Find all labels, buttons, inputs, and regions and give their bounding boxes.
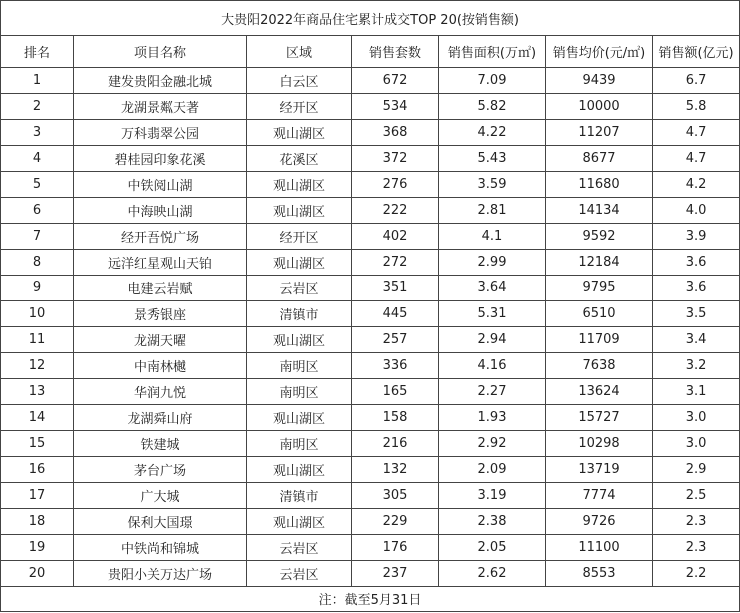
cell-project-name: 龙湖景粼天著 bbox=[74, 93, 247, 119]
cell-rank: 12 bbox=[1, 353, 74, 379]
cell-units-sold: 272 bbox=[352, 249, 439, 275]
header-row bbox=[1, 36, 740, 68]
cell-units-sold: 229 bbox=[352, 508, 439, 534]
cell-units-sold: 402 bbox=[352, 223, 439, 249]
cell-area-sold: 5.31 bbox=[439, 301, 546, 327]
cell-project-name: 龙湖天曜 bbox=[74, 327, 247, 353]
table-row bbox=[1, 223, 740, 249]
cell-area-sold: 2.99 bbox=[439, 249, 546, 275]
cell-area-sold: 1.93 bbox=[439, 405, 546, 431]
cell-avg-price: 11100 bbox=[546, 534, 653, 560]
table-row bbox=[1, 379, 740, 405]
table-row bbox=[1, 405, 740, 431]
cell-sales-amount: 3.5 bbox=[653, 301, 740, 327]
table-title: 大贵阳2022年商品住宅累计成交TOP 20(按销售额) bbox=[1, 1, 740, 36]
cell-avg-price: 11207 bbox=[546, 119, 653, 145]
cell-project-name: 远洋红星观山天铂 bbox=[74, 249, 247, 275]
table-row bbox=[1, 483, 740, 509]
cell-district: 白云区 bbox=[247, 68, 352, 94]
cell-avg-price: 9726 bbox=[546, 508, 653, 534]
cell-sales-amount: 2.2 bbox=[653, 560, 740, 586]
cell-project-name: 华润九悦 bbox=[74, 379, 247, 405]
cell-district: 观山湖区 bbox=[247, 119, 352, 145]
cell-area-sold: 2.62 bbox=[439, 560, 546, 586]
cell-district: 花溪区 bbox=[247, 145, 352, 171]
cell-district: 观山湖区 bbox=[247, 457, 352, 483]
cell-avg-price: 7774 bbox=[546, 483, 653, 509]
table-row bbox=[1, 560, 740, 586]
cell-project-name: 建发贵阳金融北城 bbox=[74, 68, 247, 94]
cell-sales-amount: 2.3 bbox=[653, 534, 740, 560]
table-row bbox=[1, 197, 740, 223]
cell-area-sold: 3.64 bbox=[439, 275, 546, 301]
cell-avg-price: 10000 bbox=[546, 93, 653, 119]
cell-rank: 15 bbox=[1, 431, 74, 457]
cell-avg-price: 11680 bbox=[546, 171, 653, 197]
cell-district: 观山湖区 bbox=[247, 197, 352, 223]
cell-area-sold: 5.82 bbox=[439, 93, 546, 119]
cell-sales-amount: 4.0 bbox=[653, 197, 740, 223]
cell-project-name: 茅台广场 bbox=[74, 457, 247, 483]
cell-area-sold: 7.09 bbox=[439, 68, 546, 94]
table-row bbox=[1, 145, 740, 171]
cell-rank: 19 bbox=[1, 534, 74, 560]
cell-area-sold: 2.09 bbox=[439, 457, 546, 483]
cell-rank: 13 bbox=[1, 379, 74, 405]
cell-project-name: 贵阳小关万达广场 bbox=[74, 560, 247, 586]
cell-units-sold: 445 bbox=[352, 301, 439, 327]
header-avg-price: 销售均价(元/㎡) bbox=[546, 36, 653, 68]
cell-rank: 4 bbox=[1, 145, 74, 171]
cell-units-sold: 672 bbox=[352, 68, 439, 94]
cell-avg-price: 10298 bbox=[546, 431, 653, 457]
cell-district: 观山湖区 bbox=[247, 508, 352, 534]
table-row bbox=[1, 457, 740, 483]
table-row bbox=[1, 171, 740, 197]
table-row bbox=[1, 353, 740, 379]
table-row bbox=[1, 431, 740, 457]
cell-district: 观山湖区 bbox=[247, 327, 352, 353]
cell-sales-amount: 3.9 bbox=[653, 223, 740, 249]
cell-rank: 16 bbox=[1, 457, 74, 483]
table-row bbox=[1, 249, 740, 275]
cell-avg-price: 14134 bbox=[546, 197, 653, 223]
cell-sales-amount: 2.3 bbox=[653, 508, 740, 534]
cell-rank: 7 bbox=[1, 223, 74, 249]
table-row bbox=[1, 93, 740, 119]
cell-rank: 14 bbox=[1, 405, 74, 431]
table-row bbox=[1, 301, 740, 327]
cell-district: 观山湖区 bbox=[247, 249, 352, 275]
table-row bbox=[1, 534, 740, 560]
cell-rank: 6 bbox=[1, 197, 74, 223]
cell-district: 经开区 bbox=[247, 223, 352, 249]
cell-rank: 9 bbox=[1, 275, 74, 301]
header-units-sold: 销售套数 bbox=[352, 36, 439, 68]
cell-sales-amount: 3.4 bbox=[653, 327, 740, 353]
cell-avg-price: 9795 bbox=[546, 275, 653, 301]
cell-area-sold: 3.59 bbox=[439, 171, 546, 197]
cell-rank: 1 bbox=[1, 68, 74, 94]
cell-district: 南明区 bbox=[247, 431, 352, 457]
header-sales-amount: 销售额(亿元) bbox=[653, 36, 740, 68]
cell-sales-amount: 4.7 bbox=[653, 145, 740, 171]
cell-avg-price: 9592 bbox=[546, 223, 653, 249]
cell-area-sold: 4.1 bbox=[439, 223, 546, 249]
cell-units-sold: 132 bbox=[352, 457, 439, 483]
table-row bbox=[1, 68, 740, 94]
cell-sales-amount: 3.0 bbox=[653, 405, 740, 431]
cell-units-sold: 257 bbox=[352, 327, 439, 353]
cell-project-name: 碧桂园印象花溪 bbox=[74, 145, 247, 171]
cell-project-name: 龙湖舜山府 bbox=[74, 405, 247, 431]
cell-area-sold: 4.16 bbox=[439, 353, 546, 379]
cell-units-sold: 176 bbox=[352, 534, 439, 560]
cell-rank: 17 bbox=[1, 483, 74, 509]
cell-district: 经开区 bbox=[247, 93, 352, 119]
cell-district: 云岩区 bbox=[247, 560, 352, 586]
cell-units-sold: 534 bbox=[352, 93, 439, 119]
cell-avg-price: 11709 bbox=[546, 327, 653, 353]
cell-rank: 8 bbox=[1, 249, 74, 275]
cell-project-name: 中南林樾 bbox=[74, 353, 247, 379]
cell-avg-price: 7638 bbox=[546, 353, 653, 379]
cell-avg-price: 15727 bbox=[546, 405, 653, 431]
cell-project-name: 电建云岩赋 bbox=[74, 275, 247, 301]
cell-sales-amount: 3.6 bbox=[653, 249, 740, 275]
cell-area-sold: 2.94 bbox=[439, 327, 546, 353]
cell-rank: 11 bbox=[1, 327, 74, 353]
cell-rank: 3 bbox=[1, 119, 74, 145]
cell-avg-price: 9439 bbox=[546, 68, 653, 94]
cell-area-sold: 3.19 bbox=[439, 483, 546, 509]
cell-avg-price: 13624 bbox=[546, 379, 653, 405]
cell-units-sold: 216 bbox=[352, 431, 439, 457]
cell-sales-amount: 3.6 bbox=[653, 275, 740, 301]
table-row bbox=[1, 119, 740, 145]
cell-district: 清镇市 bbox=[247, 483, 352, 509]
cell-rank: 20 bbox=[1, 560, 74, 586]
cell-project-name: 经开吾悦广场 bbox=[74, 223, 247, 249]
note-row bbox=[1, 586, 740, 611]
header-district: 区域 bbox=[247, 36, 352, 68]
table-row bbox=[1, 275, 740, 301]
cell-district: 云岩区 bbox=[247, 534, 352, 560]
cell-project-name: 广大城 bbox=[74, 483, 247, 509]
cell-avg-price: 8553 bbox=[546, 560, 653, 586]
table-row bbox=[1, 508, 740, 534]
cell-project-name: 中海映山湖 bbox=[74, 197, 247, 223]
cell-area-sold: 2.38 bbox=[439, 508, 546, 534]
cell-sales-amount: 3.1 bbox=[653, 379, 740, 405]
header-area-sold: 销售面积(万㎡) bbox=[439, 36, 546, 68]
cell-project-name: 铁建城 bbox=[74, 431, 247, 457]
cell-sales-amount: 2.9 bbox=[653, 457, 740, 483]
cell-district: 南明区 bbox=[247, 379, 352, 405]
cell-area-sold: 2.05 bbox=[439, 534, 546, 560]
cell-area-sold: 5.43 bbox=[439, 145, 546, 171]
cell-project-name: 万科翡翠公园 bbox=[74, 119, 247, 145]
cell-sales-amount: 2.5 bbox=[653, 483, 740, 509]
cell-units-sold: 222 bbox=[352, 197, 439, 223]
cell-sales-amount: 4.7 bbox=[653, 119, 740, 145]
cell-area-sold: 2.81 bbox=[439, 197, 546, 223]
cell-project-name: 中铁尚和锦城 bbox=[74, 534, 247, 560]
cell-district: 南明区 bbox=[247, 353, 352, 379]
cell-rank: 2 bbox=[1, 93, 74, 119]
cell-units-sold: 237 bbox=[352, 560, 439, 586]
cell-district: 观山湖区 bbox=[247, 171, 352, 197]
cell-district: 清镇市 bbox=[247, 301, 352, 327]
cell-rank: 18 bbox=[1, 508, 74, 534]
table-note: 注：截至5月31日 bbox=[1, 586, 740, 611]
cell-avg-price: 6510 bbox=[546, 301, 653, 327]
cell-rank: 5 bbox=[1, 171, 74, 197]
cell-area-sold: 4.22 bbox=[439, 119, 546, 145]
cell-area-sold: 2.92 bbox=[439, 431, 546, 457]
table-row bbox=[1, 327, 740, 353]
cell-units-sold: 372 bbox=[352, 145, 439, 171]
cell-units-sold: 276 bbox=[352, 171, 439, 197]
cell-rank: 10 bbox=[1, 301, 74, 327]
cell-sales-amount: 4.2 bbox=[653, 171, 740, 197]
cell-units-sold: 158 bbox=[352, 405, 439, 431]
header-project-name: 项目名称 bbox=[74, 36, 247, 68]
cell-avg-price: 12184 bbox=[546, 249, 653, 275]
cell-avg-price: 13719 bbox=[546, 457, 653, 483]
cell-sales-amount: 6.7 bbox=[653, 68, 740, 94]
cell-sales-amount: 3.0 bbox=[653, 431, 740, 457]
cell-sales-amount: 3.2 bbox=[653, 353, 740, 379]
cell-project-name: 中铁阅山湖 bbox=[74, 171, 247, 197]
cell-units-sold: 165 bbox=[352, 379, 439, 405]
cell-district: 云岩区 bbox=[247, 275, 352, 301]
cell-sales-amount: 5.8 bbox=[653, 93, 740, 119]
cell-units-sold: 305 bbox=[352, 483, 439, 509]
title-row bbox=[1, 1, 740, 36]
cell-units-sold: 351 bbox=[352, 275, 439, 301]
cell-project-name: 景秀银座 bbox=[74, 301, 247, 327]
cell-district: 观山湖区 bbox=[247, 405, 352, 431]
cell-units-sold: 336 bbox=[352, 353, 439, 379]
cell-avg-price: 8677 bbox=[546, 145, 653, 171]
cell-project-name: 保利大国璟 bbox=[74, 508, 247, 534]
header-rank: 排名 bbox=[1, 36, 74, 68]
cell-area-sold: 2.27 bbox=[439, 379, 546, 405]
cell-units-sold: 368 bbox=[352, 119, 439, 145]
